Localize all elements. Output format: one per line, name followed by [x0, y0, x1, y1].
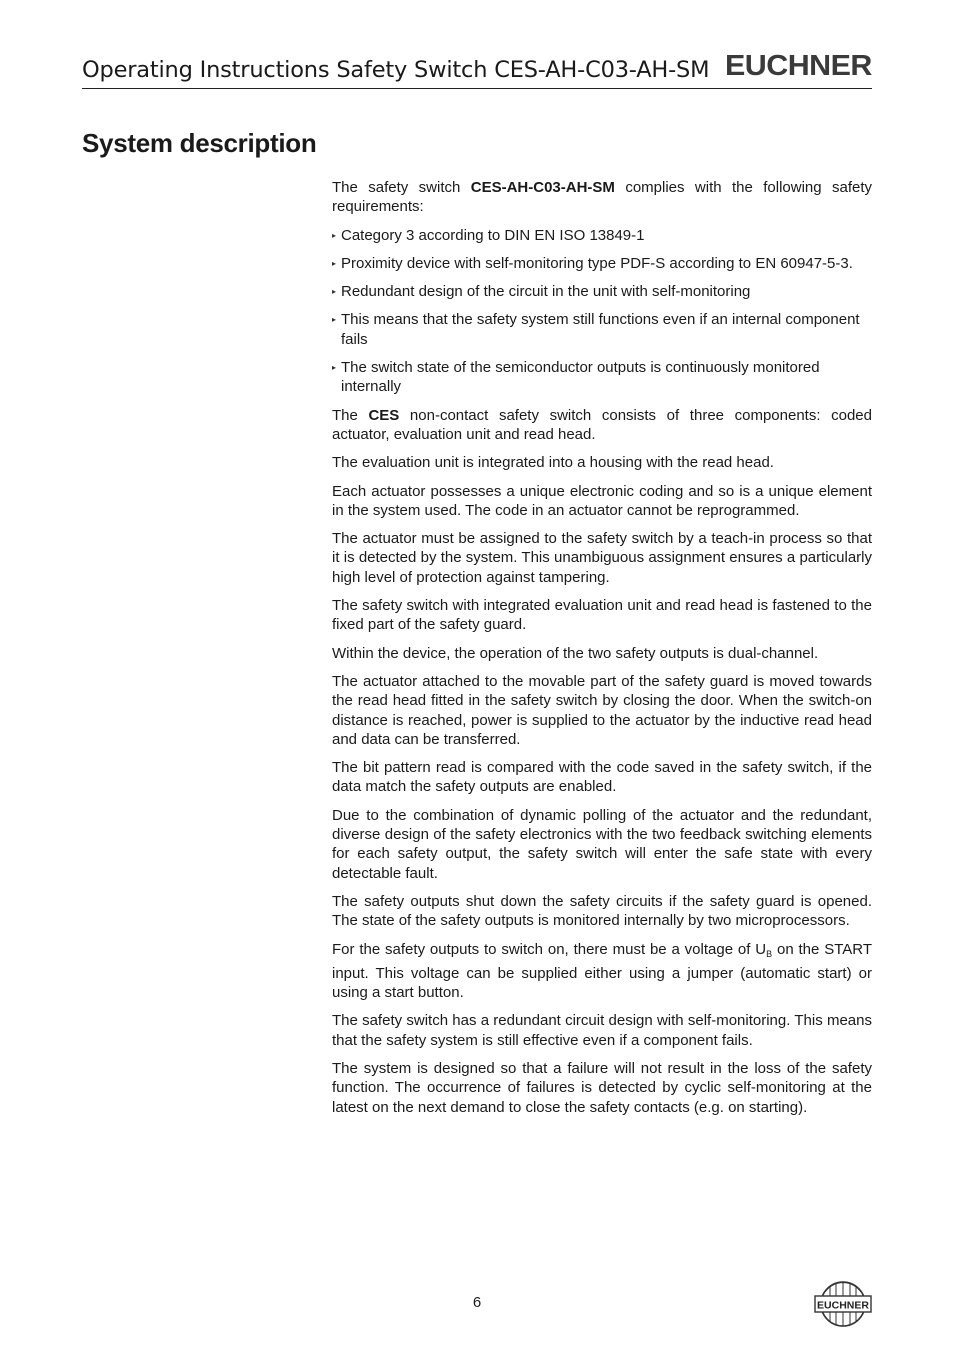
bullet-arrow-icon: ▸	[332, 230, 337, 240]
euchner-seal-logo	[814, 1280, 872, 1328]
euchner-brand-logo: EUCHNER	[725, 50, 872, 82]
paragraph: The bit pattern read is compared with the code saved in the safety switch, if the data match the safety outputs are enabled.	[332, 759, 872, 796]
list-item: ▸ The switch state of the semiconductor outputs is continuously monitored internally	[332, 359, 820, 396]
paragraph: The safety switch has a redundant circuit design with self-monitoring. This means that the safety system is still effective even if a component fails.	[332, 1012, 872, 1049]
body-text	[332, 178, 872, 1126]
section-title: System description	[82, 128, 317, 158]
bullet-arrow-icon: ▸	[332, 258, 337, 268]
paragraph: The system is designed so that a failure will not result in the loss of the safety function. The occurrence of failures is detected by cyclic self-monitoring at the latest on the next demand to close the safety contacts (e.g. on starting).	[332, 1059, 872, 1116]
intro-paragraph: The safety switch CES-AH-C03-AH-SM complies with the following safety requirements:	[332, 179, 873, 216]
page-header	[82, 52, 872, 89]
bullet-arrow-icon: ▸	[332, 287, 337, 297]
ces-paragraph: The CES non-contact safety switch consists of three components: coded actuator, evaluation unit and read head.	[332, 406, 872, 443]
voltage-paragraph: For the safety outputs to switch on, there must be a voltage of $U_B$ on the START input. This voltage can be supplied either using a jumper (automatic start) or using a start button.	[332, 940, 872, 1002]
bullet-arrow-icon: ▸	[332, 363, 337, 373]
paragraph: Within the device, the operation of the two safety outputs is dual-channel.	[332, 644, 819, 662]
paragraph: The actuator must be assigned to the safety switch by a teach-in process so that it is detected by the system. This unambiguous assignment ensures a particularly high level of protection against tampering.	[332, 530, 872, 586]
page-number: 6	[472, 1294, 482, 1311]
svg-text:EUCHNER: EUCHNER	[817, 1299, 869, 1312]
paragraph: The actuator attached to the movable part of the safety guard is moved towards the read head fitted in the safety switch by closing the door. When the switch-on distance is reached, power is supplied to the actuator by the inductive read head and data can be transferred.	[332, 672, 872, 748]
product-code: CES-AH-C03-AH-SM	[470, 179, 615, 196]
paragraph: Each actuator possesses a unique electronic coding and so is a unique element in the system used. The code in an actuator cannot be reprogrammed.	[332, 482, 872, 519]
paragraph: The safety outputs shut down the safety circuits if the safety guard is opened. The state of the safety outputs is monitored internally by two microprocessors.	[332, 892, 872, 930]
paragraph: The safety switch with integrated evaluation unit and read head is fastened to the fixed part of the safety guard.	[332, 597, 872, 634]
list-item: ▸ Redundant design of the circuit in the unit with self-monitoring	[332, 283, 751, 301]
paragraph: Due to the combination of dynamic polling of the actuator and the redundant, diverse design of the safety electronics with the two feedback switching elements for each safety output, the safety switch will enter the safe state with every detectable fault.	[332, 806, 872, 882]
bullet-arrow-icon: ▸	[332, 315, 337, 325]
list-item: ▸ This means that the safety system still functions even if an internal component fails	[332, 311, 860, 348]
document-title: Operating Instructions Safety Switch CES-AH-C03-AH-SM	[82, 57, 710, 83]
list-item: ▸ Category 3 according to DIN EN ISO 13849-1	[332, 226, 645, 244]
list-item: ▸ Proximity device with self-monitoring type PDF-S according to EN 60947-5-3.	[332, 254, 853, 272]
paragraph: The evaluation unit is integrated into a housing with the read head.	[332, 454, 774, 472]
requirements-list	[332, 226, 872, 397]
